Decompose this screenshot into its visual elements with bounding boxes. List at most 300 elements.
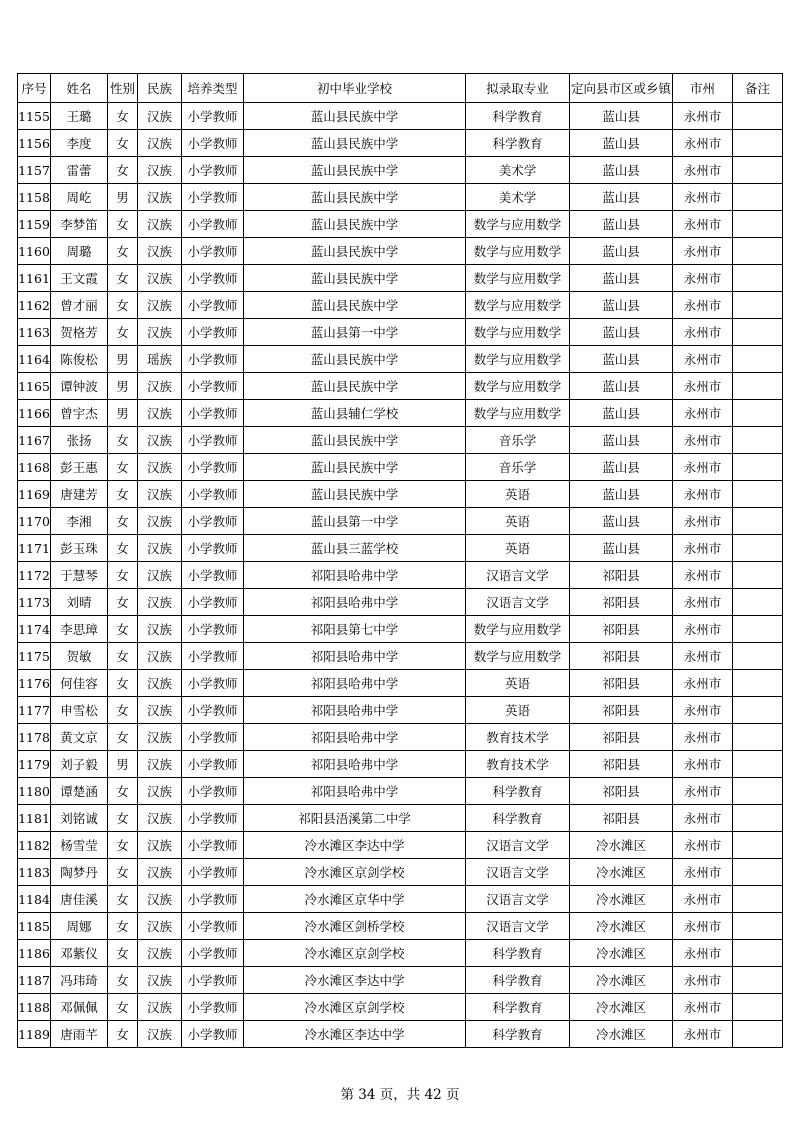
- city-cell: 永州市: [673, 346, 733, 373]
- training-type-cell: 小学教师: [182, 589, 244, 616]
- serial-cell: 1177: [18, 697, 51, 724]
- name-cell: 唐佳溪: [51, 886, 108, 913]
- school-cell: 蓝山县第一中学: [244, 508, 466, 535]
- major-cell: 美术学: [466, 184, 570, 211]
- major-cell: 科学教育: [466, 103, 570, 130]
- city-cell: 永州市: [673, 319, 733, 346]
- gender-cell: 女: [108, 157, 138, 184]
- ethnicity-cell: 汉族: [138, 832, 182, 859]
- serial-cell: 1165: [18, 373, 51, 400]
- gender-cell: 女: [108, 589, 138, 616]
- city-cell: 永州市: [673, 913, 733, 940]
- major-cell: 汉语言文学: [466, 913, 570, 940]
- table-row: [18, 319, 783, 346]
- training-type-cell: 小学教师: [182, 157, 244, 184]
- major-cell: 数学与应用数学: [466, 616, 570, 643]
- ethnicity-cell: 汉族: [138, 967, 182, 994]
- training-type-cell: 小学教师: [182, 346, 244, 373]
- city-cell: 永州市: [673, 1021, 733, 1048]
- training-type-cell: 小学教师: [182, 616, 244, 643]
- district-cell: 祁阳县: [570, 589, 673, 616]
- gender-cell: 女: [108, 967, 138, 994]
- gender-cell: 女: [108, 886, 138, 913]
- table-header-row: [18, 74, 783, 103]
- major-cell: 科学教育: [466, 778, 570, 805]
- ethnicity-cell: 汉族: [138, 589, 182, 616]
- table-row: [18, 751, 783, 778]
- training-type-cell: 小学教师: [182, 805, 244, 832]
- table-row: [18, 940, 783, 967]
- remark-cell: [733, 292, 783, 319]
- school-cell: 冷水滩区京剑学校: [244, 859, 466, 886]
- name-cell: 李湘: [51, 508, 108, 535]
- header-cell: 民族: [138, 74, 182, 103]
- serial-cell: 1163: [18, 319, 51, 346]
- district-cell: 冷水滩区: [570, 967, 673, 994]
- school-cell: 蓝山县民族中学: [244, 157, 466, 184]
- ethnicity-cell: 汉族: [138, 805, 182, 832]
- school-cell: 蓝山县民族中学: [244, 211, 466, 238]
- major-cell: 教育技术学: [466, 751, 570, 778]
- remark-cell: [733, 1021, 783, 1048]
- remark-cell: [733, 616, 783, 643]
- major-cell: 英语: [466, 535, 570, 562]
- training-type-cell: 小学教师: [182, 265, 244, 292]
- gender-cell: 女: [108, 643, 138, 670]
- header-cell: 性别: [108, 74, 138, 103]
- district-cell: 蓝山县: [570, 481, 673, 508]
- district-cell: 冷水滩区: [570, 832, 673, 859]
- city-cell: 永州市: [673, 265, 733, 292]
- training-type-cell: 小学教师: [182, 481, 244, 508]
- city-cell: 永州市: [673, 157, 733, 184]
- remark-cell: [733, 400, 783, 427]
- city-cell: 永州市: [673, 238, 733, 265]
- gender-cell: 女: [108, 103, 138, 130]
- remark-cell: [733, 454, 783, 481]
- school-cell: 祁阳县浯溪第二中学: [244, 805, 466, 832]
- district-cell: 蓝山县: [570, 184, 673, 211]
- table-row: [18, 508, 783, 535]
- table-row: [18, 265, 783, 292]
- table-row: [18, 778, 783, 805]
- serial-cell: 1157: [18, 157, 51, 184]
- gender-cell: 女: [108, 778, 138, 805]
- school-cell: 蓝山县民族中学: [244, 346, 466, 373]
- serial-cell: 1181: [18, 805, 51, 832]
- district-cell: 蓝山县: [570, 238, 673, 265]
- table-row: [18, 805, 783, 832]
- name-cell: 曾才丽: [51, 292, 108, 319]
- table-row: [18, 967, 783, 994]
- school-cell: 蓝山县民族中学: [244, 292, 466, 319]
- city-cell: 永州市: [673, 697, 733, 724]
- remark-cell: [733, 103, 783, 130]
- remark-cell: [733, 211, 783, 238]
- remark-cell: [733, 157, 783, 184]
- gender-cell: 女: [108, 724, 138, 751]
- training-type-cell: 小学教师: [182, 1021, 244, 1048]
- gender-cell: 女: [108, 238, 138, 265]
- serial-cell: 1180: [18, 778, 51, 805]
- ethnicity-cell: 汉族: [138, 778, 182, 805]
- city-cell: 永州市: [673, 886, 733, 913]
- table-row: [18, 697, 783, 724]
- table-row: [18, 535, 783, 562]
- remark-cell: [733, 805, 783, 832]
- school-cell: 冷水滩区京华中学: [244, 886, 466, 913]
- major-cell: 数学与应用数学: [466, 643, 570, 670]
- district-cell: 祁阳县: [570, 778, 673, 805]
- name-cell: 张扬: [51, 427, 108, 454]
- remark-cell: [733, 778, 783, 805]
- city-cell: 永州市: [673, 373, 733, 400]
- school-cell: 祁阳县第七中学: [244, 616, 466, 643]
- serial-cell: 1156: [18, 130, 51, 157]
- gender-cell: 女: [108, 562, 138, 589]
- district-cell: 祁阳县: [570, 697, 673, 724]
- remark-cell: [733, 373, 783, 400]
- gender-cell: 女: [108, 427, 138, 454]
- major-cell: 汉语言文学: [466, 832, 570, 859]
- city-cell: 永州市: [673, 859, 733, 886]
- major-cell: 数学与应用数学: [466, 346, 570, 373]
- major-cell: 数学与应用数学: [466, 400, 570, 427]
- name-cell: 刘子毅: [51, 751, 108, 778]
- header-cell: 姓名: [51, 74, 108, 103]
- major-cell: 数学与应用数学: [466, 292, 570, 319]
- ethnicity-cell: 汉族: [138, 940, 182, 967]
- remark-cell: [733, 940, 783, 967]
- gender-cell: 男: [108, 751, 138, 778]
- serial-cell: 1169: [18, 481, 51, 508]
- major-cell: 英语: [466, 670, 570, 697]
- training-type-cell: 小学教师: [182, 373, 244, 400]
- major-cell: 科学教育: [466, 130, 570, 157]
- remark-cell: [733, 319, 783, 346]
- name-cell: 贺格芳: [51, 319, 108, 346]
- remark-cell: [733, 913, 783, 940]
- training-type-cell: 小学教师: [182, 292, 244, 319]
- table-row: [18, 1021, 783, 1048]
- school-cell: 蓝山县民族中学: [244, 130, 466, 157]
- remark-cell: [733, 535, 783, 562]
- city-cell: 永州市: [673, 427, 733, 454]
- major-cell: 汉语言文学: [466, 562, 570, 589]
- school-cell: 祁阳县哈弗中学: [244, 643, 466, 670]
- district-cell: 蓝山县: [570, 292, 673, 319]
- serial-cell: 1159: [18, 211, 51, 238]
- major-cell: 英语: [466, 508, 570, 535]
- gender-cell: 女: [108, 454, 138, 481]
- district-cell: 祁阳县: [570, 670, 673, 697]
- school-cell: 蓝山县民族中学: [244, 184, 466, 211]
- admission-table: [17, 73, 783, 1048]
- table-row: [18, 913, 783, 940]
- ethnicity-cell: 汉族: [138, 670, 182, 697]
- major-cell: 科学教育: [466, 805, 570, 832]
- ethnicity-cell: 汉族: [138, 724, 182, 751]
- training-type-cell: 小学教师: [182, 940, 244, 967]
- name-cell: 陈俊松: [51, 346, 108, 373]
- remark-cell: [733, 994, 783, 1021]
- name-cell: 雷蕾: [51, 157, 108, 184]
- gender-cell: 女: [108, 508, 138, 535]
- ethnicity-cell: 汉族: [138, 508, 182, 535]
- serial-cell: 1172: [18, 562, 51, 589]
- name-cell: 曾宇杰: [51, 400, 108, 427]
- name-cell: 彭玉珠: [51, 535, 108, 562]
- name-cell: 陶梦丹: [51, 859, 108, 886]
- training-type-cell: 小学教师: [182, 994, 244, 1021]
- ethnicity-cell: 汉族: [138, 238, 182, 265]
- school-cell: 蓝山县民族中学: [244, 103, 466, 130]
- table-row: [18, 994, 783, 1021]
- gender-cell: 女: [108, 319, 138, 346]
- serial-cell: 1171: [18, 535, 51, 562]
- ethnicity-cell: 汉族: [138, 265, 182, 292]
- city-cell: 永州市: [673, 130, 733, 157]
- remark-cell: [733, 967, 783, 994]
- name-cell: 彭王惠: [51, 454, 108, 481]
- serial-cell: 1162: [18, 292, 51, 319]
- name-cell: 申雪松: [51, 697, 108, 724]
- table-row: [18, 346, 783, 373]
- name-cell: 邓紫仪: [51, 940, 108, 967]
- serial-cell: 1168: [18, 454, 51, 481]
- gender-cell: 女: [108, 697, 138, 724]
- serial-cell: 1175: [18, 643, 51, 670]
- training-type-cell: 小学教师: [182, 184, 244, 211]
- name-cell: 谭楚涵: [51, 778, 108, 805]
- major-cell: 教育技术学: [466, 724, 570, 751]
- header-cell: 定向县市区或乡镇: [570, 74, 673, 103]
- school-cell: 祁阳县哈弗中学: [244, 778, 466, 805]
- table-row: [18, 292, 783, 319]
- major-cell: 科学教育: [466, 967, 570, 994]
- ethnicity-cell: 汉族: [138, 292, 182, 319]
- serial-cell: 1186: [18, 940, 51, 967]
- ethnicity-cell: 汉族: [138, 103, 182, 130]
- training-type-cell: 小学教师: [182, 562, 244, 589]
- name-cell: 刘晴: [51, 589, 108, 616]
- major-cell: 数学与应用数学: [466, 211, 570, 238]
- city-cell: 永州市: [673, 967, 733, 994]
- ethnicity-cell: 汉族: [138, 643, 182, 670]
- district-cell: 蓝山县: [570, 265, 673, 292]
- school-cell: 蓝山县民族中学: [244, 238, 466, 265]
- serial-cell: 1164: [18, 346, 51, 373]
- remark-cell: [733, 238, 783, 265]
- header-cell: 拟录取专业: [466, 74, 570, 103]
- gender-cell: 女: [108, 481, 138, 508]
- ethnicity-cell: 汉族: [138, 859, 182, 886]
- training-type-cell: 小学教师: [182, 670, 244, 697]
- table-row: [18, 481, 783, 508]
- gender-cell: 女: [108, 130, 138, 157]
- city-cell: 永州市: [673, 805, 733, 832]
- table-row: [18, 184, 783, 211]
- city-cell: 永州市: [673, 616, 733, 643]
- school-cell: 蓝山县民族中学: [244, 265, 466, 292]
- school-cell: 蓝山县民族中学: [244, 454, 466, 481]
- gender-cell: 女: [108, 805, 138, 832]
- name-cell: 黄文京: [51, 724, 108, 751]
- table-row: [18, 562, 783, 589]
- district-cell: 蓝山县: [570, 454, 673, 481]
- major-cell: 英语: [466, 697, 570, 724]
- gender-cell: 女: [108, 832, 138, 859]
- district-cell: 蓝山县: [570, 319, 673, 346]
- training-type-cell: 小学教师: [182, 643, 244, 670]
- school-cell: 祁阳县哈弗中学: [244, 670, 466, 697]
- name-cell: 李思璋: [51, 616, 108, 643]
- serial-cell: 1166: [18, 400, 51, 427]
- district-cell: 蓝山县: [570, 508, 673, 535]
- gender-cell: 女: [108, 940, 138, 967]
- city-cell: 永州市: [673, 562, 733, 589]
- district-cell: 冷水滩区: [570, 886, 673, 913]
- district-cell: 蓝山县: [570, 373, 673, 400]
- major-cell: 科学教育: [466, 994, 570, 1021]
- table-row: [18, 373, 783, 400]
- major-cell: 音乐学: [466, 427, 570, 454]
- ethnicity-cell: 汉族: [138, 157, 182, 184]
- header-cell: 市州: [673, 74, 733, 103]
- gender-cell: 女: [108, 265, 138, 292]
- ethnicity-cell: 汉族: [138, 562, 182, 589]
- district-cell: 蓝山县: [570, 211, 673, 238]
- ethnicity-cell: 汉族: [138, 994, 182, 1021]
- table-row: [18, 130, 783, 157]
- training-type-cell: 小学教师: [182, 724, 244, 751]
- training-type-cell: 小学教师: [182, 859, 244, 886]
- major-cell: 数学与应用数学: [466, 238, 570, 265]
- name-cell: 唐雨芊: [51, 1021, 108, 1048]
- gender-cell: 女: [108, 859, 138, 886]
- training-type-cell: 小学教师: [182, 211, 244, 238]
- table-row: [18, 643, 783, 670]
- major-cell: 英语: [466, 481, 570, 508]
- city-cell: 永州市: [673, 670, 733, 697]
- district-cell: 冷水滩区: [570, 1021, 673, 1048]
- city-cell: 永州市: [673, 589, 733, 616]
- city-cell: 永州市: [673, 778, 733, 805]
- ethnicity-cell: 汉族: [138, 454, 182, 481]
- serial-cell: 1184: [18, 886, 51, 913]
- training-type-cell: 小学教师: [182, 319, 244, 346]
- remark-cell: [733, 508, 783, 535]
- ethnicity-cell: 汉族: [138, 751, 182, 778]
- ethnicity-cell: 汉族: [138, 130, 182, 157]
- page-footer: 第 34 页，共 42 页: [340, 1087, 460, 1103]
- remark-cell: [733, 184, 783, 211]
- remark-cell: [733, 589, 783, 616]
- school-cell: 蓝山县第一中学: [244, 319, 466, 346]
- name-cell: 谭钟波: [51, 373, 108, 400]
- ethnicity-cell: 汉族: [138, 481, 182, 508]
- school-cell: 祁阳县哈弗中学: [244, 751, 466, 778]
- gender-cell: 男: [108, 373, 138, 400]
- training-type-cell: 小学教师: [182, 130, 244, 157]
- school-cell: 祁阳县哈弗中学: [244, 589, 466, 616]
- header-cell: 初中毕业学校: [244, 74, 466, 103]
- remark-cell: [733, 886, 783, 913]
- district-cell: 冷水滩区: [570, 859, 673, 886]
- major-cell: 数学与应用数学: [466, 265, 570, 292]
- school-cell: 冷水滩区剑桥学校: [244, 913, 466, 940]
- major-cell: 汉语言文学: [466, 886, 570, 913]
- ethnicity-cell: 汉族: [138, 886, 182, 913]
- training-type-cell: 小学教师: [182, 427, 244, 454]
- table-row: [18, 724, 783, 751]
- serial-cell: 1183: [18, 859, 51, 886]
- city-cell: 永州市: [673, 832, 733, 859]
- header-cell: 备注: [733, 74, 783, 103]
- ethnicity-cell: 汉族: [138, 319, 182, 346]
- major-cell: 数学与应用数学: [466, 373, 570, 400]
- district-cell: 蓝山县: [570, 157, 673, 184]
- ethnicity-cell: 瑶族: [138, 346, 182, 373]
- training-type-cell: 小学教师: [182, 832, 244, 859]
- remark-cell: [733, 670, 783, 697]
- city-cell: 永州市: [673, 751, 733, 778]
- serial-cell: 1170: [18, 508, 51, 535]
- district-cell: 蓝山县: [570, 346, 673, 373]
- city-cell: 永州市: [673, 103, 733, 130]
- school-cell: 冷水滩区京剑学校: [244, 940, 466, 967]
- city-cell: 永州市: [673, 535, 733, 562]
- training-type-cell: 小学教师: [182, 778, 244, 805]
- serial-cell: 1155: [18, 103, 51, 130]
- gender-cell: 男: [108, 346, 138, 373]
- serial-cell: 1167: [18, 427, 51, 454]
- school-cell: 蓝山县三蓝学校: [244, 535, 466, 562]
- major-cell: 音乐学: [466, 454, 570, 481]
- training-type-cell: 小学教师: [182, 535, 244, 562]
- school-cell: 蓝山县民族中学: [244, 373, 466, 400]
- serial-cell: 1161: [18, 265, 51, 292]
- name-cell: 何佳容: [51, 670, 108, 697]
- city-cell: 永州市: [673, 184, 733, 211]
- ethnicity-cell: 汉族: [138, 400, 182, 427]
- ethnicity-cell: 汉族: [138, 184, 182, 211]
- district-cell: 蓝山县: [570, 535, 673, 562]
- header-cell: 培养类型: [182, 74, 244, 103]
- district-cell: 冷水滩区: [570, 913, 673, 940]
- training-type-cell: 小学教师: [182, 103, 244, 130]
- school-cell: 冷水滩区李达中学: [244, 832, 466, 859]
- gender-cell: 女: [108, 616, 138, 643]
- table-row: [18, 616, 783, 643]
- school-cell: 蓝山县民族中学: [244, 481, 466, 508]
- serial-cell: 1176: [18, 670, 51, 697]
- school-cell: 祁阳县哈弗中学: [244, 724, 466, 751]
- district-cell: 祁阳县: [570, 643, 673, 670]
- training-type-cell: 小学教师: [182, 238, 244, 265]
- training-type-cell: 小学教师: [182, 751, 244, 778]
- serial-cell: 1173: [18, 589, 51, 616]
- major-cell: 美术学: [466, 157, 570, 184]
- name-cell: 周娜: [51, 913, 108, 940]
- header-cell: 序号: [18, 74, 51, 103]
- name-cell: 周屹: [51, 184, 108, 211]
- remark-cell: [733, 751, 783, 778]
- major-cell: 汉语言文学: [466, 859, 570, 886]
- training-type-cell: 小学教师: [182, 508, 244, 535]
- remark-cell: [733, 562, 783, 589]
- serial-cell: 1174: [18, 616, 51, 643]
